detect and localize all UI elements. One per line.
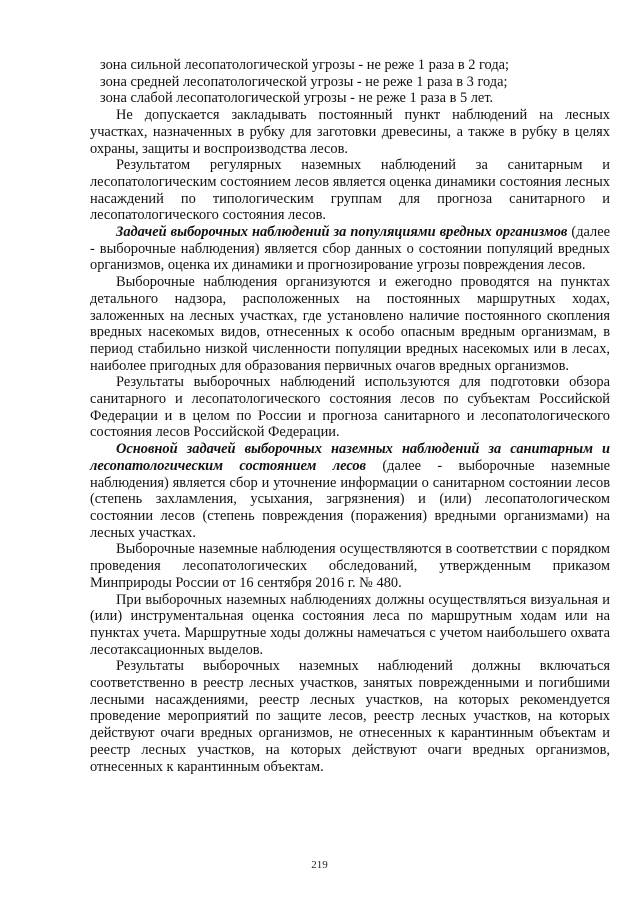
page-body <box>90 57 610 775</box>
paragraph-selective-observations-task <box>90 224 610 274</box>
paragraph-selective-observations-organization: Выборочные наблюдения организуются и ежегодно проводятся на пунктах детального надзора, расположенных на постоянных маршрутных ходах, заложенных на лесных участках, где установлено наличие постоянного скопления вредных насекомых видов, отнесенных к особо опасным вредным организмам, в период стабильно низкой численности популяции вредных насекомых или в лесах, наиболее пригодных для образования первичных очагов вредных организмов. <box>90 274 610 374</box>
selective-observations-task-heading: Задачей выборочных наблюдений за популяциями вредных организмов <box>116 224 568 241</box>
paragraph-ground-observations-procedure: Выборочные наземные наблюдения осуществляются в соответствии с порядком проведения лесопатологических обследований, утвержденным приказом Минприроды России от 16 сентября 2016 г. № 480. <box>90 541 610 591</box>
paragraph-ground-observations-task <box>90 441 610 541</box>
zone-weak-threat: зона слабой лесопатологической угрозы - не реже 1 раза в 5 лет. <box>100 90 494 107</box>
paragraph-ground-observations-registers: Результаты выборочных наземных наблюдений должны включаться соответственно в реестр лесных участков, занятых поврежденными и погибшими лесными насаждениями, реестр лесных участков, на которых рекомендуется проведение мероприятий по защите лесов, реестр лесных участков, на которых действуют очаги вредных организмов, не отнесенных к карантинным объектам и реестр лесных участков, на которых действуют очаги вредных организмов, отнесенных к карантинным объектам. <box>90 658 610 775</box>
selective-observations-task-text: (далее - выборочные наблюдения) является сбор данных о состоянии популяций вредных организмов, оценка их динамики и прогнозирование угрозы повреждения лесов. <box>90 224 610 274</box>
zone-medium-threat: зона средней лесопатологической угрозы - не реже 1 раза в 3 года; <box>100 73 508 90</box>
paragraph-selective-observations-results: Результаты выборочных наблюдений используются для подготовки обзора санитарного и лесопатологического состояния лесов по субъектам Российской Федерации и в целом по России и прогноза санитарного и лесопатологического состояния лесов Российской Федерации. <box>90 374 610 441</box>
paragraph-permanent-point-restriction: Не допускается закладывать постоянный пункт наблюдений на лесных участках, назначенных в рубку для заготовки древесины, а также в рубку в целях охраны, защиты и воспроизводства лесов. <box>90 107 610 157</box>
ground-observations-task-heading: Основной задачей выборочных наземных наблюдений за санитарным и лесопатологическим состоянием лесов <box>90 441 610 474</box>
zone-strong-threat: зона сильной лесопатологической угрозы - не реже 1 раза в 2 года; <box>100 57 510 73</box>
paragraph-ground-observations-assessment: При выборочных наземных наблюдениях должны осуществляться визуальная и (или) инструментальная оценка состояния леса по маршрутным ходам или на пунктах учета. Маршрутные ходы должны намечаться с учетом наибольшего охвата лесотаксационных выделов. <box>90 591 610 658</box>
ground-observations-task-text: (далее - выборочные наземные наблюдения) является сбор и уточнение информации о санитарном состоянии лесов (степень захламления, усыхания, загрязнения) и (или) лесопатологическом состоянии лесов (степень повреждения (поражения) вредными организмами) на лесных участках. <box>90 457 610 541</box>
page-number: 219 <box>311 859 328 871</box>
paragraph-regular-observations-result: Результатом регулярных наземных наблюдений за санитарным и лесопатологическим состоянием лесов является оценка динамики состояния лесных насаждений по типологическим группам для прогноза санитарного и лесопатологического состояния лесов. <box>90 157 610 224</box>
